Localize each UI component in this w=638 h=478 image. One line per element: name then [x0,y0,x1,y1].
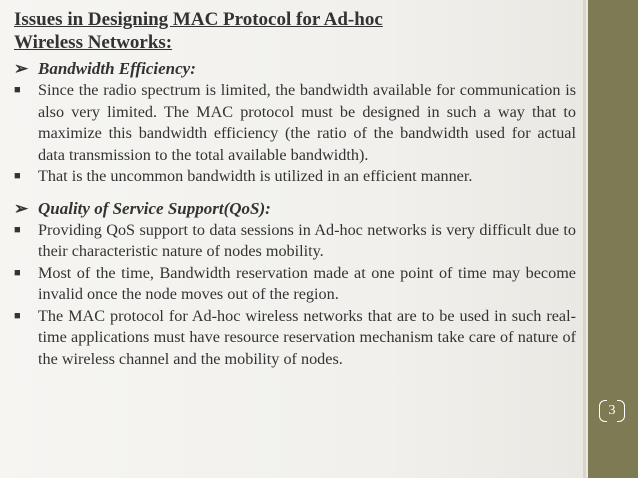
square-bullet-icon: ■ [14,170,21,182]
arrow-icon: ➢ [14,198,29,218]
square-bullet-icon: ■ [14,309,21,322]
sidebar-stripe [583,0,586,478]
list-item [14,80,576,166]
section-heading-bandwidth [14,58,576,80]
section-heading-label: Bandwidth Efficiency: [38,59,196,78]
section-heading-label: Quality of Service Support(QoS): [38,198,271,218]
page-number: 3 [597,396,627,426]
bullet-text: That is the uncommon bandwidth is utilized in an efficient manner. [38,167,473,185]
bullet-text: Most of the time, Bandwidth reservation made at one point of time may become invalid once the node moves out of the region. [38,263,576,303]
slide-content [14,8,576,370]
bullet-text: The MAC protocol for Ad-hoc wireless networks that are to be used in such real-time applications must have resource reservation mechanism take care of nature of the wireless channel and the mobility of nodes. [38,306,576,368]
list-item [14,306,576,371]
title-line-2: Wireless Networks: [14,32,173,53]
bullet-text: Providing QoS support to data sessions in Ad-hoc networks is very difficult due to their characteristic nature of nodes mobility. [38,220,576,260]
bullet-text: Since the radio spectrum is limited, the bandwidth available for communication is also very limited. The MAC protocol must be designed in such a way that to maximize this bandwidth efficiency (the ratio of the bandwidth used for actual data transmission to the total available bandwidth). [38,81,576,164]
list-item [14,263,576,306]
section-heading-qos [14,198,576,220]
title-line-1: Issues in Designing MAC Protocol for Ad-hoc [14,9,383,30]
square-bullet-icon: ■ [14,223,21,236]
arrow-icon: ➢ [14,59,29,78]
square-bullet-icon: ■ [14,84,21,96]
square-bullet-icon: ■ [14,266,21,279]
list-item [14,220,576,263]
list-item [14,166,576,188]
slide-title [14,8,576,54]
